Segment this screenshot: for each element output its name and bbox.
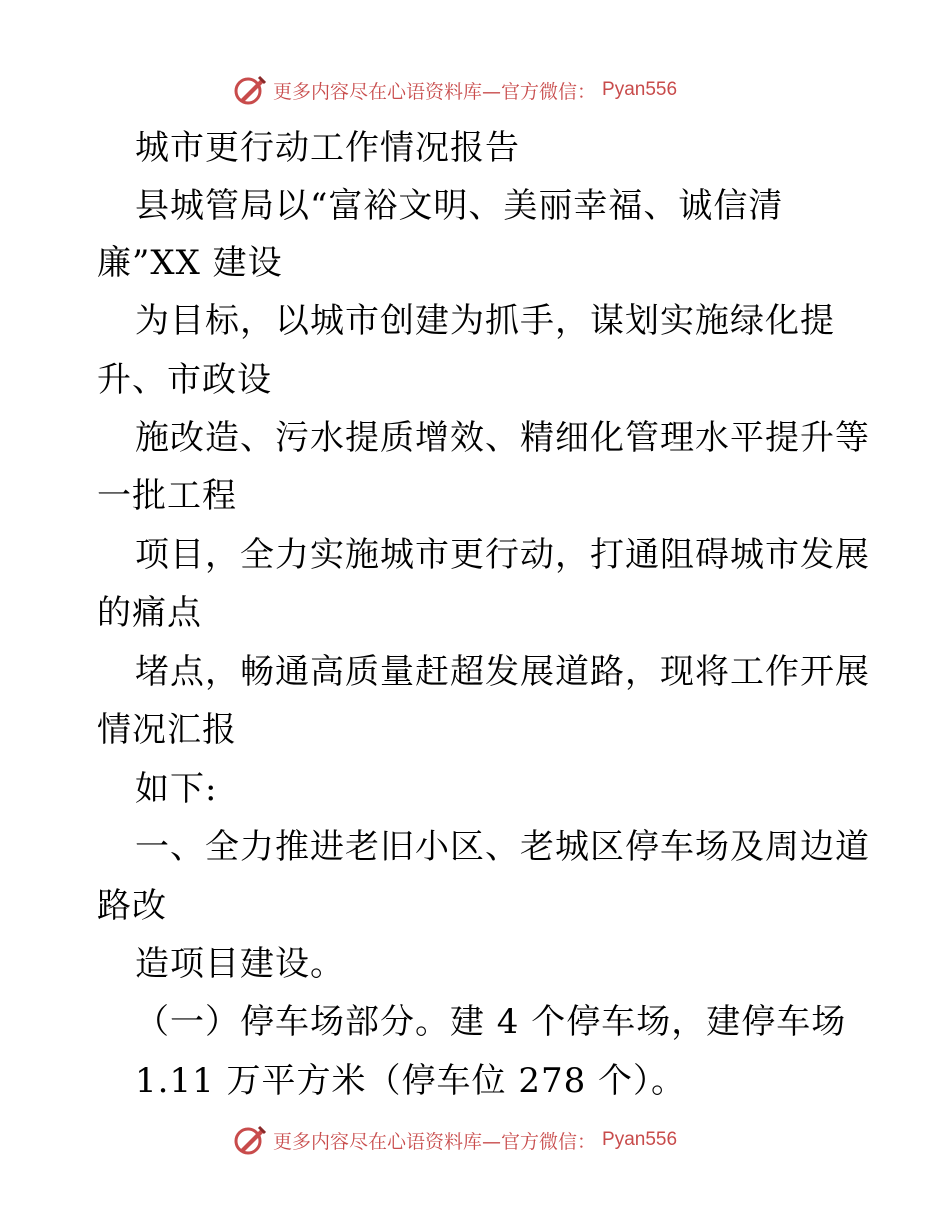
doc-line: 1.11 万平方米（停车位 278 个）。: [135, 1061, 687, 1101]
doc-line: 路改: [97, 886, 167, 926]
banner-text: 更多内容尽在心语资料库—官方微信：: [273, 80, 597, 103]
doc-line: 县城管局以“富裕文明、美丽幸福、诚信清: [135, 186, 784, 226]
subsection-heading: （一）停车场部分。建 4 个停车场，建停车场: [135, 1002, 847, 1042]
doc-line: 堵点，畅通高质量赶超发展道路，现将工作开展: [135, 652, 870, 692]
doc-line: 如下:: [135, 769, 218, 809]
doc-line: 项目，全力实施城市更行动，打通阻碍城市发展: [135, 535, 870, 575]
doc-line: 情况汇报: [97, 710, 237, 750]
section-heading: 一、全力推进老旧小区、老城区停车场及周边道: [135, 827, 870, 867]
banner-account: Pyan556: [602, 79, 678, 100]
pen-logo-icon: [233, 73, 267, 107]
doc-line: 施改造、污水提质增效、精细化管理水平提升等: [135, 418, 870, 458]
header-watermark: [233, 70, 677, 110]
doc-line: 的痛点: [97, 593, 202, 633]
doc-line: 廉”XX 建设: [97, 243, 283, 283]
banner-account: Pyan556: [602, 1129, 678, 1150]
doc-line: 造项目建设。: [135, 944, 345, 984]
doc-line: 一批工程: [97, 476, 237, 516]
doc-title: 城市更行动工作情况报告: [135, 128, 520, 168]
pen-logo-icon: [233, 1123, 267, 1157]
doc-line: 为目标，以城市创建为抓手，谋划实施绿化提: [135, 301, 835, 341]
doc-line: 升、市政设: [97, 360, 272, 400]
footer-watermark: [233, 1120, 677, 1160]
banner-text: 更多内容尽在心语资料库—官方微信：: [273, 1130, 597, 1153]
